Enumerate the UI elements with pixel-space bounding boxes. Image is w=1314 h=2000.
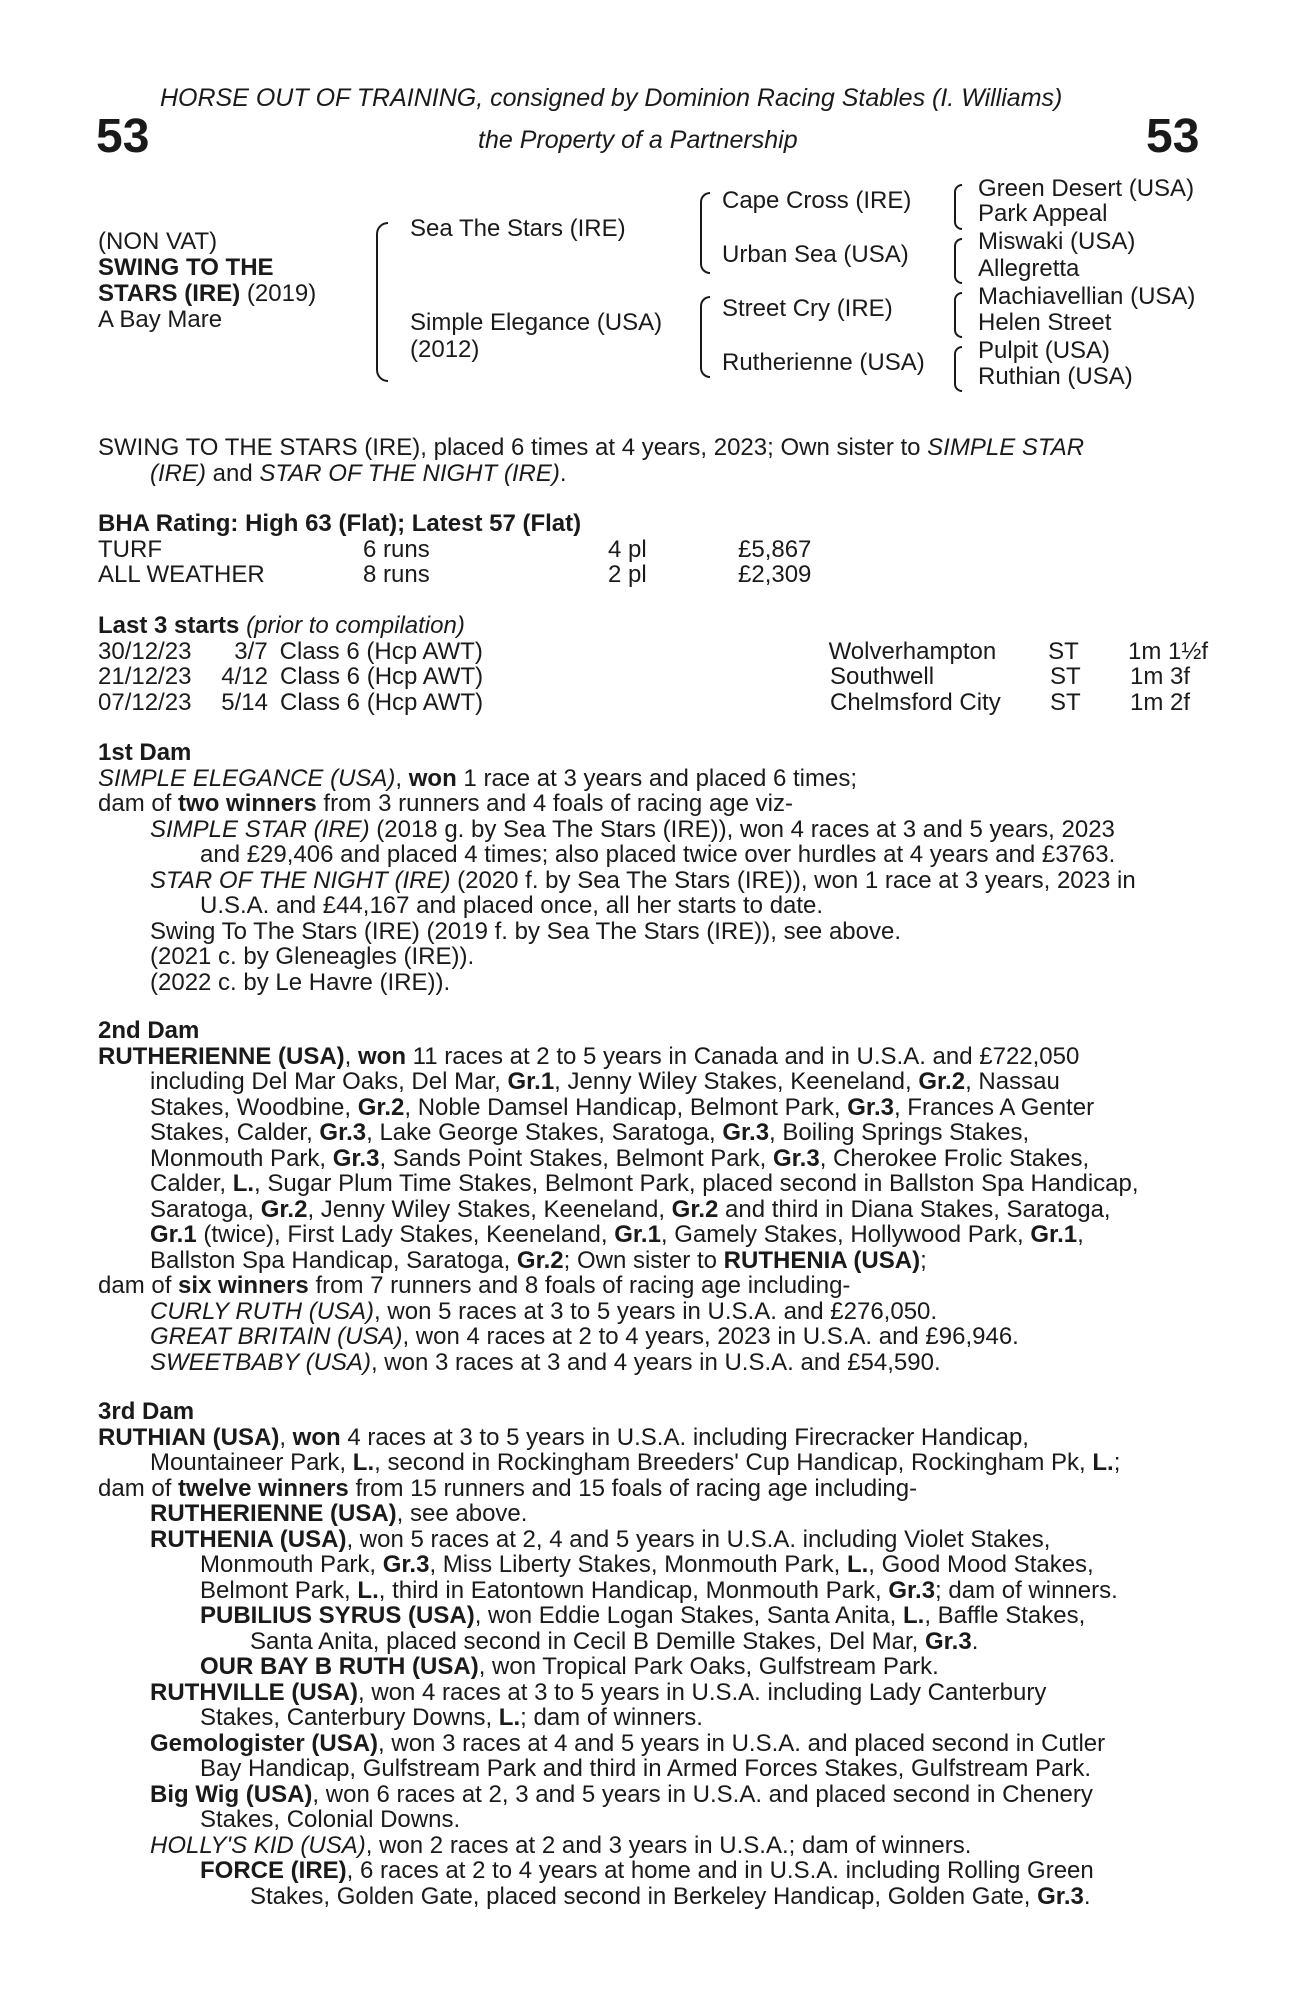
pedigree-brace-ds [954, 292, 962, 338]
won-label: won [408, 764, 457, 792]
grade: L. [352, 1449, 375, 1476]
surface: ALL WEATHER [98, 561, 265, 588]
produce-name: RUTHVILLE (USA) [150, 1678, 358, 1706]
grade: Gr.3 [772, 1144, 820, 1172]
produce-name: SIMPLE STAR (IRE) [150, 815, 370, 843]
summary-line2 [98, 461, 1208, 487]
produce-name: RUTHERIENNE (USA) [150, 1500, 397, 1527]
text: . [971, 1627, 979, 1655]
catalogue-title: HORSE OUT OF TRAINING, consigned by Dominion Racing Stables (I. Williams) [160, 84, 1063, 112]
dam-record: 4 races at 3 to 5 years in U.S.A. including Firecracker Handicap, [340, 1423, 1029, 1451]
text: , third in Eatontown Handicap, Monmouth Park, [378, 1576, 889, 1604]
produce-name: RUTHENIA (USA) [150, 1525, 347, 1553]
dam-name: SIMPLE ELEGANCE (USA) [98, 764, 396, 792]
produce-name: GREAT BRITAIN (USA) [150, 1323, 403, 1350]
grade: L. [846, 1551, 869, 1578]
record-line [98, 1146, 1208, 1172]
text: ; [1113, 1449, 1121, 1476]
sss: Green Desert (USA) [978, 175, 1195, 202]
text: dam of [98, 790, 179, 817]
produce-record: , won 6 races at 2, 3 and 5 years in U.S.A. and placed second in Chenery [312, 1780, 1093, 1808]
produce-line [98, 1858, 1208, 1884]
rating-row [98, 537, 1208, 563]
produce-line [98, 1578, 1208, 1604]
prize: £2,309 [738, 561, 812, 588]
produce-line [98, 1833, 1208, 1859]
second-dam-heading: 2nd Dam [98, 1017, 200, 1044]
produce-name: PUBILIUS SYRUS (USA) [200, 1602, 475, 1629]
sibling-2: STAR OF THE NIGHT (IRE) [259, 459, 560, 487]
produce-name: OUR BAY B RUTH (USA) [200, 1653, 479, 1680]
record-line [98, 1222, 1208, 1248]
sibling-name: RUTHENIA (USA) [723, 1246, 921, 1274]
produce-name: FORCE (IRE) [200, 1857, 347, 1884]
text: from 3 runners and 4 foals of racing age viz- [316, 790, 793, 817]
text: , Lake George Stakes, Saratoga, [366, 1119, 723, 1146]
start-date: 07/12/23 [98, 688, 192, 716]
start-date: 21/12/23 [98, 663, 192, 690]
grade: Gr.3 [332, 1144, 380, 1172]
text: , Noble Damsel Handicap, Belmont Park, [404, 1093, 848, 1121]
grade: Gr.3 [722, 1119, 770, 1146]
dam-sire: Street Cry (IRE) [722, 295, 893, 322]
last-starts-heading [98, 613, 1208, 639]
start-position: 3/7 [234, 637, 268, 665]
produce-name: HOLLY'S KID (USA) [150, 1831, 366, 1859]
start-position: 4/12 [221, 663, 268, 690]
dam: Simple Elegance (USA) [410, 309, 663, 336]
winners-count: six winners [178, 1272, 309, 1299]
grade: Gr.3 [1037, 1882, 1084, 1910]
text: Belmont Park, [200, 1576, 358, 1604]
produce-name: SWEETBABY (USA) [150, 1348, 371, 1376]
start-going: ST [1048, 637, 1079, 665]
sire-dam: Urban Sea (USA) [722, 241, 909, 268]
produce-line [98, 1603, 1208, 1629]
grade: Gr.3 [319, 1119, 367, 1146]
produce-record: , won 5 races at 3 to 5 years in U.S.A. and £276,050. [374, 1297, 938, 1325]
start-race: Class 6 (Hcp AWT) [280, 688, 484, 716]
produce-line [98, 1884, 1208, 1910]
text: ; dam of winners. [935, 1576, 1118, 1604]
won-label: won [358, 1042, 407, 1070]
sire: Sea The Stars (IRE) [410, 215, 626, 242]
text: , Jenny Wiley Stakes, Keeneland, [307, 1195, 672, 1223]
produce-record: , won 3 races at 3 and 4 years in U.S.A. and £54,590. [370, 1348, 941, 1376]
produce-name: Big Wig (USA) [150, 1780, 313, 1808]
produce-line: Swing To The Stars (IRE) (2019 f. by Sea The Stars (IRE)), see above. [150, 917, 902, 945]
text: dam of [98, 1272, 179, 1299]
text: , Boiling Springs Stakes, [769, 1119, 1030, 1146]
grade: L. [902, 1602, 925, 1629]
first-dam-section [98, 740, 1208, 995]
foaling-year: (2019) [246, 280, 317, 307]
horse-identity [98, 229, 316, 333]
lot-number-left: 53 [96, 110, 150, 163]
grade: Gr.2 [260, 1195, 308, 1223]
text: Stakes, Golden Gate, placed second in Berkeley Handicap, Golden Gate, [250, 1882, 1038, 1910]
runs: 8 runs [363, 561, 430, 588]
text: ; [920, 1246, 927, 1274]
produce-line: Stakes, Colonial Downs. [200, 1806, 461, 1833]
second-dam-line: RUTHERIENNE (USA), won 11 races at 2 to 5 years in Canada and in U.S.A. and £722,050 [98, 1042, 1080, 1070]
text: and third in Diana Stakes, Saratoga, [718, 1195, 1111, 1223]
grade: L. [1092, 1449, 1114, 1476]
horse-description: A Bay Mare [98, 306, 223, 333]
produce-line [98, 1782, 1208, 1808]
produce-line [98, 1680, 1208, 1706]
produce-record: , won 2 races at 2 and 3 years in U.S.A.; dam of winners. [365, 1831, 972, 1859]
grade: Gr.1 [150, 1221, 197, 1248]
start-race: Class 6 (Hcp AWT) [279, 637, 483, 665]
winners-count: twelve winners [178, 1474, 349, 1502]
record-line [98, 1450, 1208, 1476]
text: , Good Mood Stakes, [868, 1551, 1094, 1578]
produce-name: CURLY RUTH (USA) [150, 1297, 375, 1325]
start-row [98, 639, 1208, 665]
start-going: ST [1050, 688, 1081, 716]
text: , Baffle Stakes, [924, 1602, 1086, 1629]
record-line [98, 1476, 1208, 1502]
produce-line [98, 1527, 1208, 1553]
text: from 7 runners and 8 foals of racing age including- [308, 1272, 851, 1299]
start-going: ST [1050, 663, 1081, 690]
start-row [98, 690, 1208, 716]
produce-line: and £29,406 and placed 4 times; also placed twice over hurdles at 4 years and £3763. [200, 841, 1116, 868]
summary-line1 [98, 435, 1208, 461]
text: , won Tropical Park Oaks, Gulfstream Park. [478, 1653, 939, 1680]
produce-line [98, 1299, 1208, 1325]
text: Santa Anita, placed second in Cecil B Demille Stakes, Del Mar, [250, 1627, 925, 1655]
text: including Del Mar Oaks, Del Mar, [150, 1068, 508, 1095]
produce-line: U.S.A. and £44,167 and placed once, all her starts to date. [200, 892, 824, 919]
text: , Nassau [965, 1068, 1060, 1095]
grade: Gr.2 [671, 1195, 719, 1223]
ssd: Park Appeal [978, 200, 1108, 227]
produce-line: Bay Handicap, Gulfstream Park and third in Armed Forces Stakes, Gulfstream Park. [200, 1755, 1092, 1782]
winners-count: two winners [178, 790, 317, 817]
horse-summary [98, 435, 1208, 486]
text: Monmouth Park, [150, 1144, 333, 1172]
rating-section [98, 511, 1208, 588]
text: ; dam of winners. [520, 1704, 703, 1731]
grade: Gr.2 [516, 1246, 564, 1274]
text: Saratoga, [150, 1195, 261, 1223]
text: Mountaineer Park, [150, 1449, 353, 1476]
text: , [1077, 1221, 1084, 1248]
dam-name: RUTHIAN (USA) [98, 1423, 280, 1451]
produce-line [98, 1350, 1208, 1376]
text: , won Eddie Logan Stakes, Santa Anita, [474, 1602, 903, 1629]
text: Stakes, Woodbine, [150, 1093, 358, 1121]
produce-record: , won 3 races at 4 and 5 years in U.S.A. and placed second in Cutler [378, 1729, 1106, 1757]
grade: Gr.3 [382, 1551, 430, 1578]
produce-name: STAR OF THE NIGHT (IRE) [150, 866, 451, 894]
start-race: Class 6 (Hcp AWT) [280, 663, 484, 690]
record-line [98, 1248, 1208, 1274]
text: , Sands Point Stakes, Belmont Park, [379, 1144, 773, 1172]
text: from 15 runners and 15 foals of racing age including- [348, 1474, 918, 1502]
horse-name-line1: SWING TO THE [98, 254, 274, 281]
rating-row [98, 562, 1208, 588]
sdd: Allegretta [978, 255, 1080, 282]
dam-record: 1 race at 3 years and placed 6 times; [456, 764, 857, 792]
text: , Jenny Wiley Stakes, Keeneland, [554, 1068, 919, 1095]
summary-end: . [559, 459, 567, 487]
sire-sire: Cape Cross (IRE) [722, 187, 912, 214]
grade: Gr.1 [614, 1221, 661, 1248]
bha-rating: BHA Rating: High 63 (Flat); Latest 57 (Flat) [98, 510, 582, 537]
dds: Pulpit (USA) [978, 337, 1111, 364]
grade: L. [357, 1576, 379, 1604]
pedigree-brace-main [376, 222, 388, 382]
sds: Miswaki (USA) [978, 228, 1136, 255]
text: dam of [98, 1474, 179, 1502]
start-row [98, 664, 1208, 690]
produce-record: (2020 f. by Sea The Stars (IRE)), won 1 race at 3 years, 2023 in [450, 866, 1136, 894]
last-starts-title: Last 3 starts [98, 612, 240, 639]
grade: Gr.1 [507, 1068, 555, 1095]
produce-line [98, 1501, 1208, 1527]
record-line [98, 1120, 1208, 1146]
produce-line: (2022 c. by Le Havre (IRE)). [150, 968, 451, 996]
third-dam-line: RUTHIAN (USA), won 4 races at 3 to 5 years in U.S.A. including Firecracker Handicap, [98, 1423, 1029, 1451]
start-date: 30/12/23 [98, 637, 192, 665]
produce-record: , see above. [396, 1500, 528, 1527]
placed: 4 pl [608, 535, 647, 563]
text: . [1083, 1882, 1091, 1910]
text: Stakes, Calder, [150, 1119, 320, 1146]
first-dam-line [98, 791, 1208, 817]
text: ; Own sister to [563, 1246, 724, 1274]
pedigree-brace-sd [954, 238, 962, 284]
produce-line [98, 1629, 1208, 1655]
text: , Gamely Stakes, Hollywood Park, [660, 1221, 1031, 1248]
start-course: Wolverhampton [828, 637, 997, 665]
runs: 6 runs [363, 535, 430, 563]
surface: TURF [98, 535, 162, 563]
text: Ballston Spa Handicap, Saratoga, [150, 1246, 517, 1274]
last-starts-section [98, 613, 1208, 715]
start-position: 5/14 [221, 688, 268, 716]
text: , Cherokee Frolic Stakes, [819, 1144, 1090, 1172]
first-dam-line: SIMPLE ELEGANCE (USA), won 1 race at 3 years and placed 6 times; [98, 764, 857, 792]
produce-record: , won 4 races at 3 to 5 years in U.S.A. including Lady Canterbury [357, 1678, 1047, 1706]
start-course: Chelmsford City [830, 688, 1001, 716]
start-course: Southwell [830, 663, 935, 690]
dam-record: 11 races at 2 to 5 years in Canada and in U.S.A. and £722,050 [406, 1042, 1080, 1070]
dsd: Helen Street [978, 309, 1112, 336]
grade: Gr.3 [888, 1576, 936, 1604]
produce-line [98, 868, 1208, 894]
grade: Gr.3 [847, 1093, 894, 1121]
summary-and: and [206, 459, 260, 487]
dam-dam: Rutherienne (USA) [722, 349, 925, 376]
sibling-1-suffix: (IRE) [150, 459, 206, 487]
horse-name: STARS (IRE) [98, 280, 241, 307]
text: , Frances A Genter [893, 1093, 1095, 1121]
grade: Gr.3 [925, 1627, 972, 1655]
prize: £5,867 [738, 535, 812, 563]
text: , Sugar Plum Time Stakes, Belmont Park, placed second in Ballston Spa Handicap, [254, 1170, 1139, 1197]
pedigree-brace-sire [700, 192, 710, 274]
grade: L. [498, 1704, 521, 1731]
start-distance: 1m 2f [1130, 688, 1191, 716]
produce-line: (2021 c. by Gleneagles (IRE)). [150, 943, 475, 970]
horse-name-line2 [98, 281, 316, 307]
produce-line [98, 1654, 1208, 1680]
third-dam-section [98, 1399, 1208, 1909]
pedigree-brace-ss [954, 184, 962, 230]
dam-name: RUTHERIENNE (USA) [98, 1042, 345, 1070]
last-starts-note: (prior to compilation) [246, 612, 465, 639]
first-dam-heading: 1st Dam [98, 739, 192, 766]
produce-record: , 6 races at 2 to 4 years at home and in U.S.A. including Rolling Green [346, 1857, 1094, 1884]
record-line [98, 1171, 1208, 1197]
grade: L. [232, 1170, 255, 1197]
summary-text: SWING TO THE STARS (IRE), placed 6 times at 4 years, 2023; Own sister to [98, 434, 921, 461]
produce-record: (2018 g. by Sea The Stars (IRE)), won 4 races at 3 and 5 years, 2023 [369, 815, 1115, 843]
record-line [98, 1095, 1208, 1121]
record-line [98, 1197, 1208, 1223]
third-dam-heading: 3rd Dam [98, 1398, 195, 1425]
property-line: the Property of a Partnership [478, 126, 798, 154]
grade: Gr.2 [918, 1068, 966, 1095]
dss: Machiavellian (USA) [978, 283, 1196, 310]
text: , Miss Liberty Stakes, Monmouth Park, [429, 1551, 847, 1578]
text: , second in Rockingham Breeders' Cup Handicap, Rockingham Pk, [374, 1449, 1093, 1476]
won-label: won [292, 1423, 341, 1451]
sibling-1: SIMPLE STAR [927, 434, 1085, 461]
text: Calder, [150, 1170, 233, 1197]
text: (twice), First Lady Stakes, Keeneland, [196, 1221, 615, 1248]
produce-record: , won 5 races at 2, 4 and 5 years in U.S.A. including Violet Stakes, [346, 1525, 1051, 1553]
dam-year: (2012) [410, 336, 480, 363]
text: Stakes, Canterbury Downs, [200, 1704, 499, 1731]
produce-line [98, 1552, 1208, 1578]
produce-line [98, 1324, 1208, 1350]
lot-number-right: 53 [1146, 110, 1200, 163]
produce-name: Gemologister (USA) [150, 1729, 379, 1757]
pedigree-brace-dd [954, 346, 962, 392]
ddd: Ruthian (USA) [978, 363, 1133, 390]
placed: 2 pl [608, 561, 647, 588]
text: Monmouth Park, [200, 1551, 383, 1578]
produce-record: , won 4 races at 2 to 4 years, 2023 in U.S.A. and £96,946. [402, 1323, 1019, 1350]
pedigree-brace-dam [700, 296, 710, 378]
second-dam-section [98, 1018, 1208, 1375]
produce-line [98, 1731, 1208, 1757]
produce-line [98, 817, 1208, 843]
start-distance: 1m 3f [1130, 663, 1191, 690]
record-line [98, 1069, 1208, 1095]
grade: Gr.1 [1030, 1221, 1078, 1248]
record-line [98, 1273, 1208, 1299]
vat-status: (NON VAT) [98, 228, 218, 255]
start-distance: 1m 1½f [1127, 637, 1209, 665]
produce-line [98, 1705, 1208, 1731]
grade: Gr.2 [357, 1093, 405, 1121]
